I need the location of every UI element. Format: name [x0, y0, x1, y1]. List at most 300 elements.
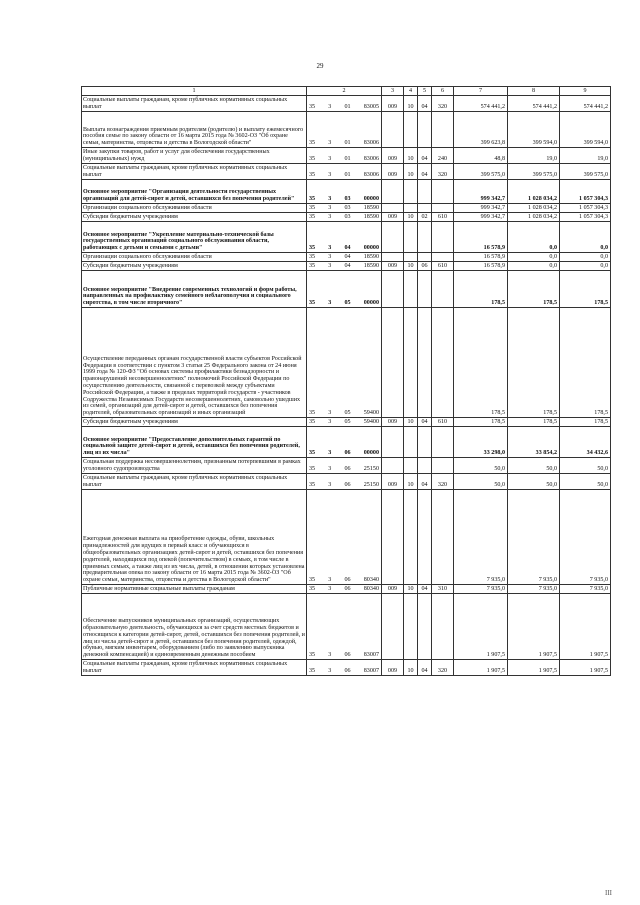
row-description: [82, 204, 307, 213]
cell-text: 04: [421, 419, 428, 426]
cell-text: 399 575,0: [583, 172, 608, 179]
row-pr: [418, 458, 432, 474]
row-vr: [432, 594, 454, 660]
header-cell: 7: [454, 87, 508, 96]
cell-text: 3: [328, 668, 332, 675]
cell-text: 50,0: [597, 482, 608, 489]
row-grbs: [382, 262, 404, 271]
cell-text: 178,5: [491, 419, 505, 426]
cell-text: Ежегодная денежная выплата на приобретение одежды, обуви, школьных принадлежностей для идущих в первый класс и обучающихся в общеобразовательных организациях детей-сирот и детей, оставшихся без попечения родителей, находящихся под опекой (попечительством) в семьях, в том числе в приемных семьях, а также лиц из их числа, детей, в отношении которых установлена предварительная опека по закону области от 16 марта 2015 года № 3602-ОЗ "Об охране семьи, материнства, отцовства и детства в Вологодской области": [83, 536, 305, 584]
cell-text: 16 578,9: [483, 245, 505, 252]
budget-table: [81, 86, 611, 676]
row-vr: [432, 96, 454, 112]
row-rz: [404, 180, 418, 204]
cell-text: 574 441,2: [583, 104, 608, 111]
cell-text: Субсидии бюджетным учреждениям: [83, 214, 178, 221]
cell-text: 1 907,5: [589, 668, 608, 675]
cell-text: 320: [437, 104, 448, 111]
cell-text: Иные закупки товаров, работ и услуг для обеспечения государственных (муниципальных) нужд: [83, 149, 270, 163]
cell-text: Основное мероприятие "Внедрение современных технологий и форм работы, направленных на профилактику семейного неблагополучия и социального сиротства, в том числе вторичного": [83, 286, 297, 307]
row-vr: [432, 253, 454, 262]
row-rz: [404, 458, 418, 474]
cell-text: 3: [328, 172, 332, 179]
cell-text: 240: [437, 156, 448, 163]
table-row: [82, 253, 611, 262]
row-rz: [404, 474, 418, 490]
table-row: [82, 308, 611, 418]
row-description: [82, 308, 307, 418]
row-value-2: [508, 458, 560, 474]
cell-text: 35: [309, 140, 316, 147]
table-row: [82, 262, 611, 271]
row-pr: [418, 148, 432, 164]
row-description: [82, 271, 307, 308]
cell-text: 3: [328, 410, 332, 417]
cell-text: 04: [421, 668, 428, 675]
cell-text: 399 575,0: [480, 172, 505, 179]
row-description: [82, 458, 307, 474]
row-value-1: [454, 660, 508, 676]
row-rz: [404, 262, 418, 271]
cell-text: 3: [328, 156, 332, 163]
cell-text: 320: [437, 482, 448, 489]
cell-text: 48,8: [494, 156, 505, 163]
row-pr: [418, 308, 432, 418]
cell-text: 05: [344, 410, 351, 417]
row-value-1: [454, 164, 508, 180]
row-pr: [418, 490, 432, 585]
table-row: [82, 164, 611, 180]
row-grbs: [382, 204, 404, 213]
row-grbs: [382, 112, 404, 148]
row-description: [82, 585, 307, 594]
row-value-2: [508, 148, 560, 164]
cell-text: 04: [344, 254, 351, 261]
row-grbs: [382, 418, 404, 427]
row-grbs: [382, 148, 404, 164]
cell-text: 009: [387, 482, 398, 489]
row-value-1: [454, 490, 508, 585]
cell-text: 50,0: [546, 482, 557, 489]
row-code: [307, 112, 382, 148]
cell-text: 10: [407, 668, 414, 675]
row-description: [82, 474, 307, 490]
cell-text: 00000: [363, 300, 379, 307]
cell-text: 009: [387, 172, 398, 179]
table-row: [82, 271, 611, 308]
cell-text: 19,0: [546, 156, 557, 163]
row-pr: [418, 585, 432, 594]
cell-text: 574 441,2: [532, 104, 557, 111]
row-value-2: [508, 164, 560, 180]
cell-text: 04: [421, 482, 428, 489]
cell-text: 0,0: [600, 245, 608, 252]
cell-text: Организации социального обслуживания области: [83, 205, 212, 212]
row-value-1: [454, 271, 508, 308]
cell-text: 574 441,2: [480, 104, 505, 111]
cell-text: 3: [328, 466, 332, 473]
row-pr: [418, 418, 432, 427]
cell-text: Социальная поддержка несовершеннолетним, признанным потерпевшими в рамках уголовного судопроизводства: [83, 459, 301, 473]
cell-text: 3: [328, 419, 332, 426]
cell-text: 03: [344, 214, 351, 221]
row-pr: [418, 253, 432, 262]
cell-text: 04: [421, 156, 428, 163]
cell-text: Основное мероприятие "Организация деятельности государственных организаций для детей-сирот и детей, оставшихся без попечения родителей": [83, 189, 295, 203]
cell-text: 1 028 034,2: [528, 214, 557, 221]
row-value-3: [560, 418, 611, 427]
row-value-2: [508, 271, 560, 308]
cell-text: 50,0: [546, 466, 557, 473]
cell-text: 18590: [363, 254, 379, 261]
table-row: [82, 148, 611, 164]
cell-text: 50,0: [494, 482, 505, 489]
row-rz: [404, 253, 418, 262]
cell-text: 3: [328, 140, 332, 147]
cell-text: Социальные выплаты гражданам, кроме публичных нормативных социальных выплат: [83, 165, 288, 179]
row-pr: [418, 213, 432, 222]
row-value-3: [560, 262, 611, 271]
cell-text: 35: [309, 577, 316, 584]
row-vr: [432, 180, 454, 204]
row-pr: [418, 164, 432, 180]
cell-text: 3: [328, 196, 332, 203]
cell-text: 01: [344, 104, 351, 111]
cell-text: 178,5: [594, 410, 608, 417]
cell-text: 178,5: [491, 410, 505, 417]
cell-text: 009: [387, 668, 398, 675]
row-value-3: [560, 594, 611, 660]
table-row: [82, 180, 611, 204]
cell-text: 16 578,9: [483, 254, 505, 261]
row-value-2: [508, 594, 560, 660]
cell-text: 01: [344, 156, 351, 163]
cell-text: 999 342,7: [480, 196, 505, 203]
table-row: [82, 490, 611, 585]
row-value-2: [508, 213, 560, 222]
cell-text: 06: [344, 668, 351, 675]
row-pr: [418, 112, 432, 148]
cell-text: 35: [309, 214, 316, 221]
header-cell: 8: [508, 87, 560, 96]
row-grbs: [382, 474, 404, 490]
row-value-1: [454, 594, 508, 660]
row-value-1: [454, 262, 508, 271]
row-value-1: [454, 253, 508, 262]
row-code: [307, 148, 382, 164]
cell-text: 7 935,0: [538, 577, 557, 584]
row-rz: [404, 427, 418, 458]
cell-text: Социальные выплаты гражданам, кроме публичных нормативных социальных выплат: [83, 475, 288, 489]
row-value-2: [508, 418, 560, 427]
table-row: [82, 222, 611, 253]
row-description: [82, 180, 307, 204]
cell-text: 0,0: [549, 254, 557, 261]
row-rz: [404, 222, 418, 253]
cell-text: 999 342,7: [480, 214, 505, 221]
row-rz: [404, 213, 418, 222]
header-cell: 3: [382, 87, 404, 96]
cell-text: 10: [407, 419, 414, 426]
header-cell: 5: [418, 87, 432, 96]
row-value-2: [508, 427, 560, 458]
cell-text: 0,0: [600, 254, 608, 261]
cell-text: 35: [309, 586, 316, 593]
row-vr: [432, 271, 454, 308]
row-value-3: [560, 180, 611, 204]
cell-text: 178,5: [543, 300, 557, 307]
row-vr: [432, 585, 454, 594]
cell-text: 178,5: [543, 410, 557, 417]
cell-text: 18590: [363, 214, 379, 221]
row-description: [82, 490, 307, 585]
table-row: [82, 585, 611, 594]
cell-text: 1 907,5: [538, 652, 557, 659]
cell-text: 80340: [363, 586, 379, 593]
row-value-3: [560, 458, 611, 474]
cell-text: 178,5: [543, 419, 557, 426]
row-vr: [432, 262, 454, 271]
cell-text: 3: [328, 104, 332, 111]
cell-text: Основное мероприятие "Предоставление дополнительных гарантий по социальной защите детей-сирот и детей, оставшихся без попечения родителей, лиц из их числа": [83, 436, 300, 457]
row-value-3: [560, 660, 611, 676]
cell-text: 35: [309, 104, 316, 111]
row-grbs: [382, 213, 404, 222]
cell-text: 1 907,5: [538, 668, 557, 675]
row-value-2: [508, 308, 560, 418]
row-description: [82, 112, 307, 148]
row-grbs: [382, 594, 404, 660]
cell-text: 04: [344, 245, 351, 252]
row-code: [307, 164, 382, 180]
row-code: [307, 213, 382, 222]
row-code: [307, 262, 382, 271]
cell-text: 7 935,0: [589, 577, 608, 584]
cell-text: Субсидии бюджетным учреждениям: [83, 419, 178, 426]
cell-text: Основное мероприятие "Укрепление материально-технической базы государственных организаций социального обслуживания области, работающих с детьми и семьями с детьми": [83, 231, 274, 252]
header-cell: 9: [560, 87, 611, 96]
row-value-1: [454, 427, 508, 458]
row-value-3: [560, 96, 611, 112]
table-row: [82, 427, 611, 458]
cell-text: 01: [344, 140, 351, 147]
row-grbs: [382, 585, 404, 594]
row-value-2: [508, 262, 560, 271]
table-row: [82, 474, 611, 490]
cell-text: Организации социального обслуживания области: [83, 254, 212, 261]
row-value-3: [560, 148, 611, 164]
cell-text: 0,0: [549, 263, 557, 270]
cell-text: 00000: [363, 245, 379, 252]
row-value-1: [454, 458, 508, 474]
cell-text: 009: [387, 104, 398, 111]
cell-text: Выплата вознаграждения приемным родителям (родителю) и выплату ежемесячного пособия семье по закону области от 16 марта 2015 года № 3602-ОЗ "Об охране семьи, материнства, отцовства и детства в Вологодской области": [83, 126, 304, 147]
row-value-2: [508, 490, 560, 585]
row-pr: [418, 594, 432, 660]
cell-text: 1 057 304,3: [579, 196, 608, 203]
row-code: [307, 271, 382, 308]
cell-text: Социальные выплаты гражданам, кроме публичных нормативных социальных выплат: [83, 97, 288, 111]
cell-text: 50,0: [494, 466, 505, 473]
header-cell: 4: [404, 87, 418, 96]
cell-text: 34 432,6: [586, 450, 608, 457]
cell-text: 7 935,0: [486, 586, 505, 593]
cell-text: 1 028 034,2: [528, 196, 557, 203]
cell-text: 399 623,8: [480, 140, 505, 147]
row-pr: [418, 271, 432, 308]
cell-text: 19,0: [597, 156, 608, 163]
row-pr: [418, 96, 432, 112]
row-code: [307, 585, 382, 594]
cell-text: 35: [309, 466, 316, 473]
cell-text: 7 935,0: [486, 577, 505, 584]
cell-text: 06: [421, 263, 428, 270]
row-value-3: [560, 164, 611, 180]
row-value-1: [454, 180, 508, 204]
header-cell: 1: [82, 87, 307, 96]
table-header-row: [82, 87, 611, 96]
cell-text: 35: [309, 668, 316, 675]
cell-text: 009: [387, 214, 398, 221]
cell-text: 3: [328, 300, 332, 307]
cell-text: 35: [309, 450, 316, 457]
table-row: [82, 660, 611, 676]
cell-text: 0,0: [600, 263, 608, 270]
table-row: [82, 112, 611, 148]
cell-text: 0,0: [549, 245, 557, 252]
row-grbs: [382, 660, 404, 676]
row-rz: [404, 96, 418, 112]
row-value-3: [560, 308, 611, 418]
row-value-2: [508, 96, 560, 112]
cell-text: 320: [437, 172, 448, 179]
cell-text: 999 342,7: [480, 205, 505, 212]
cell-text: 3: [328, 254, 332, 261]
row-code: [307, 458, 382, 474]
row-value-3: [560, 585, 611, 594]
cell-text: Публичные нормативные социальные выплаты гражданам: [83, 586, 235, 593]
row-description: [82, 660, 307, 676]
row-value-2: [508, 180, 560, 204]
cell-text: 178,5: [594, 419, 608, 426]
cell-text: 18590: [363, 205, 379, 212]
cell-text: 35: [309, 196, 316, 203]
row-value-1: [454, 585, 508, 594]
cell-text: 06: [344, 577, 351, 584]
cell-text: 178,5: [491, 300, 505, 307]
row-code: [307, 490, 382, 585]
table-row: [82, 204, 611, 213]
row-rz: [404, 594, 418, 660]
cell-text: 10: [407, 482, 414, 489]
row-description: [82, 262, 307, 271]
row-rz: [404, 308, 418, 418]
row-rz: [404, 490, 418, 585]
cell-text: 06: [344, 586, 351, 593]
row-rz: [404, 112, 418, 148]
row-grbs: [382, 253, 404, 262]
cell-text: 7 935,0: [589, 586, 608, 593]
row-rz: [404, 148, 418, 164]
cell-text: 25150: [363, 466, 379, 473]
row-vr: [432, 490, 454, 585]
cell-text: 35: [309, 205, 316, 212]
row-pr: [418, 204, 432, 213]
cell-text: 03: [344, 205, 351, 212]
row-code: [307, 418, 382, 427]
row-vr: [432, 418, 454, 427]
row-vr: [432, 164, 454, 180]
cell-text: 35: [309, 172, 316, 179]
row-code: [307, 427, 382, 458]
row-grbs: [382, 271, 404, 308]
cell-text: 00000: [363, 196, 379, 203]
cell-text: 1 907,5: [486, 652, 505, 659]
row-pr: [418, 427, 432, 458]
cell-text: 3: [328, 245, 332, 252]
row-description: [82, 148, 307, 164]
row-grbs: [382, 164, 404, 180]
row-rz: [404, 204, 418, 213]
cell-text: 178,5: [594, 300, 608, 307]
row-value-2: [508, 253, 560, 262]
cell-text: 35: [309, 156, 316, 163]
row-value-1: [454, 308, 508, 418]
row-rz: [404, 585, 418, 594]
row-grbs: [382, 96, 404, 112]
row-value-2: [508, 112, 560, 148]
cell-text: 3: [328, 214, 332, 221]
row-value-1: [454, 213, 508, 222]
row-vr: [432, 427, 454, 458]
cell-text: 05: [344, 300, 351, 307]
cell-text: 35: [309, 300, 316, 307]
cell-text: 3: [328, 586, 332, 593]
cell-text: 25150: [363, 482, 379, 489]
cell-text: 33 298,0: [483, 450, 505, 457]
cell-text: 06: [344, 482, 351, 489]
row-code: [307, 660, 382, 676]
cell-text: 35: [309, 652, 316, 659]
cell-text: 18590: [363, 263, 379, 270]
table-row: [82, 458, 611, 474]
cell-text: 83006: [363, 140, 379, 147]
cell-text: Осуществление переданных органам государственной власти субъектов Российской Федерации в соответствии с пунктом 3 статьи 25 Федерального закона от 24 июня 1999 года № 120-ФЗ "Об основах системы профилактики безнадзорности и правонарушений несовершеннолетних" полномочий Российской Федерации по осуществлению деятельности, связанной с перевозкой между субъектами Российской Федерации, а также в пределах территорий государств - участников Содружества Независимых Государств несовершеннолетних, самовольно ушедших из семей, организаций для детей-сирот и детей, оставшихся без попечения родителей, образовательных организаций и иных организаций: [83, 355, 302, 417]
cell-text: 33 854,2: [535, 450, 557, 457]
row-description: [82, 164, 307, 180]
cell-text: 35: [309, 410, 316, 417]
row-code: [307, 96, 382, 112]
row-value-1: [454, 418, 508, 427]
cell-text: 009: [387, 586, 398, 593]
cell-text: 35: [309, 245, 316, 252]
cell-text: 01: [344, 172, 351, 179]
cell-text: 04: [421, 172, 428, 179]
cell-text: 83006: [363, 172, 379, 179]
row-code: [307, 308, 382, 418]
row-value-1: [454, 112, 508, 148]
row-rz: [404, 164, 418, 180]
cell-text: 009: [387, 263, 398, 270]
corner-mark: III: [605, 889, 612, 897]
row-vr: [432, 222, 454, 253]
cell-text: 02: [421, 214, 428, 221]
row-code: [307, 180, 382, 204]
row-vr: [432, 204, 454, 213]
row-grbs: [382, 458, 404, 474]
row-value-3: [560, 271, 611, 308]
cell-text: 399 575,0: [532, 172, 557, 179]
